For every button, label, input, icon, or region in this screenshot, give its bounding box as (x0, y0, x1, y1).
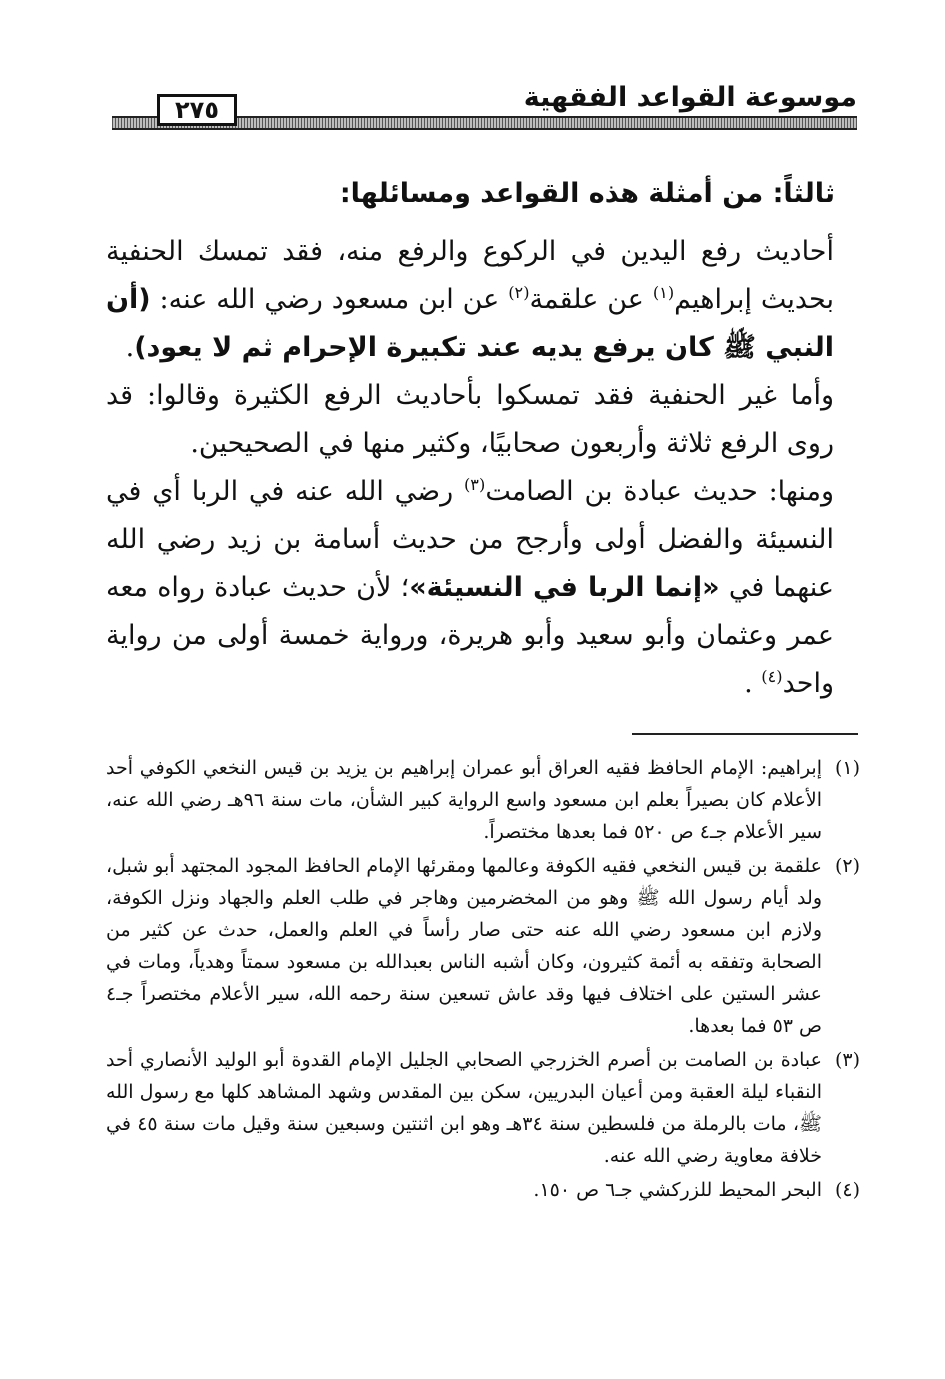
footnote-number: (٢) (834, 855, 860, 877)
footnote-number: (١) (834, 757, 860, 779)
section-heading: ثالثاً: من أمثلة هذه القواعد ومسائلها: (339, 178, 835, 209)
p1-text-a: أحاديث رفع اليدين في الركوع والرفع منه، فقد تمسك الحنفية بحديث إبراهيم (106, 236, 834, 315)
paragraph-1 (106, 228, 834, 372)
footnote-text: إبراهيم: الإمام الحافظ فقيه العراق أبو عمران إبراهيم بن يزيد بن قيس النخعي الكوفي أحد الأعلام كان بصيراً بعلم ابن مسعود واسع الرواية كبير الشأن، مات سنة ٩٦هـ رضي الله عنه، سير الأعلام جـ٤ ص ٥٢٠ فما بعدها مختصراً. (106, 757, 822, 843)
footnotes (106, 752, 860, 1208)
footnote-text: البحر المحيط للزركشي جـ٦ ص ١٥٠. (533, 1179, 822, 1201)
footnote-ref-1[interactable]: (١) (652, 283, 675, 302)
footnote-ref-3[interactable]: (٣) (463, 475, 486, 494)
footnote-2 (106, 850, 860, 1042)
footnote-3 (106, 1044, 860, 1172)
p3-end: . (744, 668, 762, 699)
footnote-text: علقمة بن قيس النخعي فقيه الكوفة وعالمها ومقرئها الإمام الحافظ المجود المجتهد أبو شبل، ولد أيام رسول الله ﷺ وهو من المخضرمين وهاجر في طلب العلم والجهاد ونزل الكوفة، ولازم ابن مسعود رضي الله عنه حتى صار رأساً في العلم والعمل، حدث عن كثير من الصحابة وتفقه به أئمة كثيرون، وكان أشبه الناس بعبدالله بن مسعود سمتاً وهدياً، ومات في عشر الستين على اختلاف فيها وقد عاش تسعين سنة رحمه الله، سير الأعلام مختصراً جـ٤ ص ٥٣ فما بعدها. (106, 855, 822, 1037)
running-header (112, 78, 857, 130)
book-title: موسوعة القواعد الفقهية (523, 82, 857, 113)
footnote-ref-4[interactable]: (٤) (761, 667, 783, 686)
p3-text-c: ؛ لأن حديث عبادة رواه معه عمر وعثمان وأبو سعيد وأبو هريرة، ورواية خمسة أولى من رواية واحد (106, 572, 834, 699)
page-number: ٢٧٥ (157, 94, 237, 126)
footnote-number: (٤) (834, 1179, 860, 1201)
footnote-separator (632, 733, 858, 735)
p3-text-b: رضي الله عنه في الربا أي في النسيئة والفضل أولى وأرجح من حديث أسامة بن زيد رضي الله عنهما في (106, 476, 835, 603)
hadith-quote: (أن النبي ﷺ كان يرفع يديه عند تكبيرة الإحرام ثم لا يعود) (106, 284, 834, 363)
hadith-quote-riba: «إنما الربا في النسيئة» (409, 572, 720, 603)
footnote-ref-2[interactable]: (٢) (508, 283, 530, 302)
p1-end: . (125, 332, 135, 363)
p1-text-b: عن علقمة (529, 284, 653, 315)
paragraph-3 (106, 468, 834, 708)
p1-text-c: عن ابن مسعود رضي الله عنه: (150, 284, 509, 315)
footnote-text: عبادة بن الصامت بن أصرم الخزرجي الصحابي الجليل الإمام القدوة أبو الوليد الأنصاري أحد النقباء ليلة العقبة ومن أعيان البدريين، سكن بين المقدس وشهد المشاهد كلها مع رسول الله ﷺ، مات بالرملة من فلسطين سنة ٣٤هـ وهو ابن اثنتين وسبعين سنة وقيل مات سنة ٤٥ في خلافة معاوية رضي الله عنه. (106, 1049, 822, 1167)
footnote-4 (106, 1174, 860, 1206)
footnote-number: (٣) (834, 1049, 860, 1071)
paragraph-2: وأما غير الحنفية فقد تمسكوا بأحاديث الرفع الكثيرة وقالوا: قد روى الرفع ثلاثة وأربعون صحابيًا، وكثير منها في الصحيحين. (106, 380, 834, 459)
footnote-1 (106, 752, 860, 848)
p3-text-a: ومنها: حديث عبادة بن الصامت (485, 476, 835, 507)
